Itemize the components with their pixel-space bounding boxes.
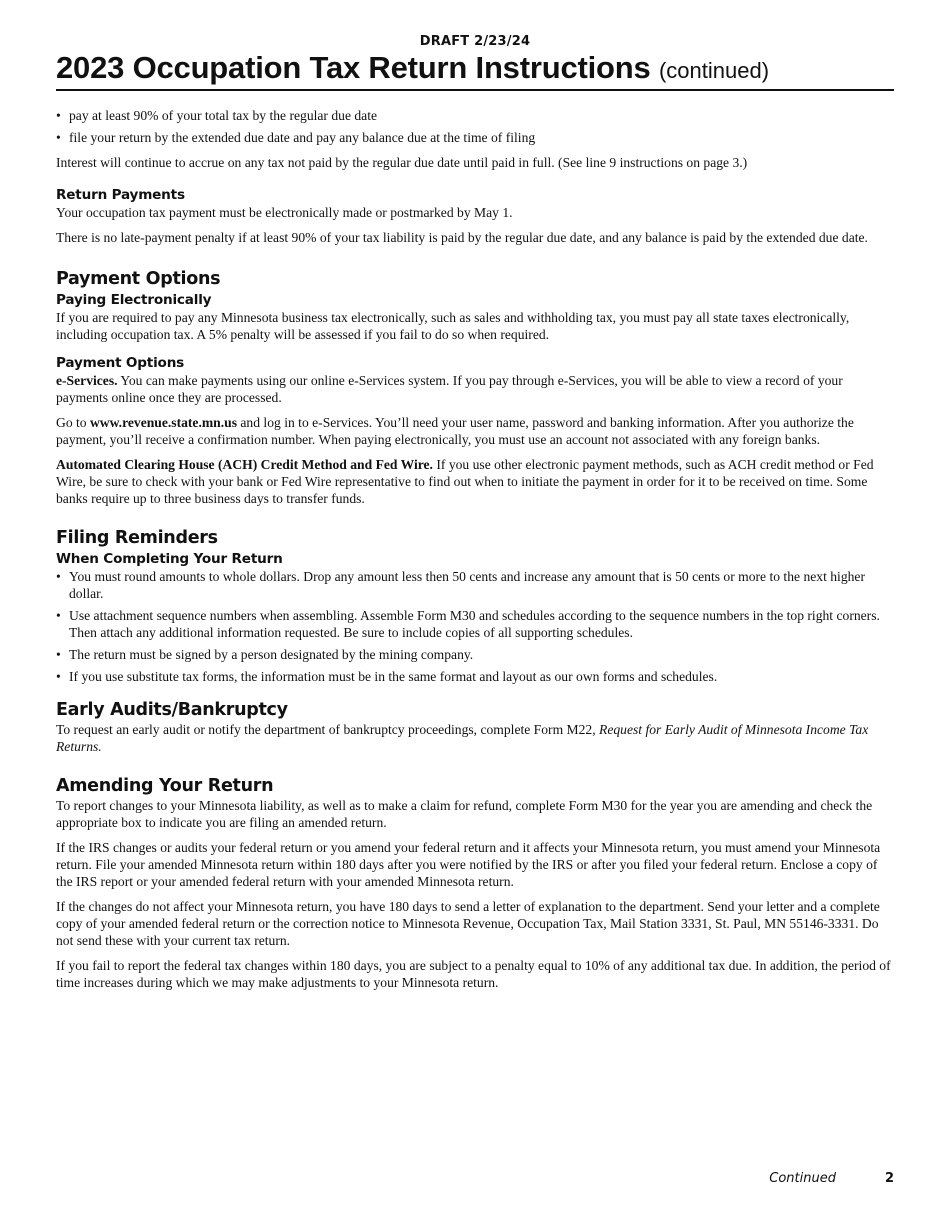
return-payments-p1: Your occupation tax payment must be electronically made or postmarked by May 1.: [56, 205, 513, 220]
list-item: • You must round amounts to whole dollars. Drop any amount less then 50 cents and increase any amount that is 50 cents or more to the next higher dollar.: [56, 568, 894, 602]
goto-paragraph: [56, 414, 894, 448]
list-item: • pay at least 90% of your total tax by the regular due date: [56, 107, 894, 124]
return-payments-section: [56, 187, 894, 246]
continued-label: Continued: [769, 1171, 836, 1186]
eservices-lead: e-Services.: [56, 373, 118, 388]
document-page: [56, 34, 894, 999]
filing-reminders-bullets: [56, 568, 894, 685]
amending-heading: Amending Your Return: [56, 776, 274, 796]
list-item: • The return must be signed by a person designated by the mining company.: [56, 646, 894, 663]
ach-text: If you use other electronic payment methods, such as ACH credit method or Fed Wire, be sure to check with your bank or Fed Wire representative to find out when to initiate the payment in order for it to be received on time. Some banks require up to three business days to transfer funds.: [56, 457, 874, 506]
amending-paragraph: If the IRS changes or audits your federal return or you amend your federal return and it affects your Minnesota return, you must amend your Minnesota return. File your amended Minnesota return within 180 days after you were notified by the IRS or after you filed your federal return. Enclose a copy of the IRS report or your amended federal return with your amended Minnesota return.: [56, 840, 881, 889]
intro-section: [56, 107, 894, 171]
return-payments-heading: Return Payments: [56, 187, 185, 203]
filing-reminders-section: [56, 527, 894, 685]
form-m22-title: Request for Early Audit of Minnesota Income Tax Returns.: [56, 722, 869, 754]
ach-lead: Automated Clearing House (ACH) Credit Method and Fed Wire.: [56, 457, 433, 472]
early-audits-body: To request an early audit or notify the department of bankruptcy proceedings, complete Form M22,: [56, 722, 600, 737]
list-item: • file your return by the extended due date and pay any balance due at the time of filing: [56, 129, 894, 146]
goto-post: and log in to e-Services. You’ll need your user name, password and banking information. After you authorize the payment, you’ll receive a confirmation number. When paying electronically, you must use an account not associated with any foreign banks.: [56, 415, 854, 447]
list-item: • If you use substitute tax forms, the information must be in the same format and layout as our own forms and schedules.: [56, 668, 894, 685]
page-title: [56, 50, 894, 91]
completing-return-heading: When Completing Your Return: [56, 551, 283, 567]
list-item: • Use attachment sequence numbers when assembling. Assemble Form M30 and schedules according to the sequence numbers in the top right corners. Then attach any additional information requested. Be sure to include copies of all supporting schedules.: [56, 607, 894, 641]
paying-electronically-heading: Paying Electronically: [56, 292, 212, 308]
payment-options-heading: Payment Options: [56, 269, 221, 289]
intro-bullets: [56, 107, 894, 146]
early-audits-text: [56, 721, 894, 755]
early-audits-heading: Early Audits/Bankruptcy: [56, 700, 288, 720]
page-title-suffix: (continued): [658, 58, 770, 83]
revenue-url-link[interactable]: www.revenue.state.mn.us: [89, 415, 237, 430]
amending-section: [56, 775, 894, 991]
amending-paragraph: If you fail to report the federal tax changes within 180 days, you are subject to a penalty equal to 10% of any additional tax due. In addition, the period of time increases during which we may make adjustments to your Minnesota return.: [56, 958, 891, 990]
ach-paragraph: [56, 456, 894, 507]
goto-pre: Go to: [56, 415, 90, 430]
eservices-paragraph: [56, 372, 894, 406]
paying-electronically-text: If you are required to pay any Minnesota business tax electronically, such as sales and withholding tax, you must pay all state taxes electronically, including occupation tax. A 5% penalty will be assessed if you fail to do so when required.: [56, 310, 850, 342]
amending-paragraph: If the changes do not affect your Minnesota return, you have 180 days to send a letter of explanation to the department. Send your letter and a complete copy of your amended federal return or the correction notice to Minnesota Revenue, Occupation Tax, Mail Station 3331, St. Paul, MN 55146-3331. Do not send these with your current tax return.: [56, 899, 880, 948]
return-payments-p2: There is no late-payment penalty if at least 90% of your tax liability is paid by the regular due date, and any balance is paid by the extended due date.: [56, 230, 868, 245]
payment-options-section: [56, 268, 894, 507]
amending-paragraph: To report changes to your Minnesota liability, as well as to make a claim for refund, complete Form M30 for the year you are amending and check the appropriate box to indicate you are filing an amended return.: [56, 798, 873, 830]
eservices-text: You can make payments using our online e-Services system. If you pay through e-Services, you will be able to view a record of your payments online once they are processed.: [56, 373, 843, 405]
payment-options-subheading: Payment Options: [56, 355, 185, 371]
page-title-text: 2023 Occupation Tax Return Instructions: [56, 50, 651, 85]
interest-paragraph: Interest will continue to accrue on any tax not paid by the regular due date until paid in full. (See line 9 instructions on page 3.): [56, 155, 748, 170]
page-number: 2: [884, 1171, 894, 1186]
filing-reminders-heading: Filing Reminders: [56, 528, 218, 548]
early-audits-section: [56, 699, 894, 755]
draft-label: DRAFT 2/23/24: [419, 34, 531, 49]
